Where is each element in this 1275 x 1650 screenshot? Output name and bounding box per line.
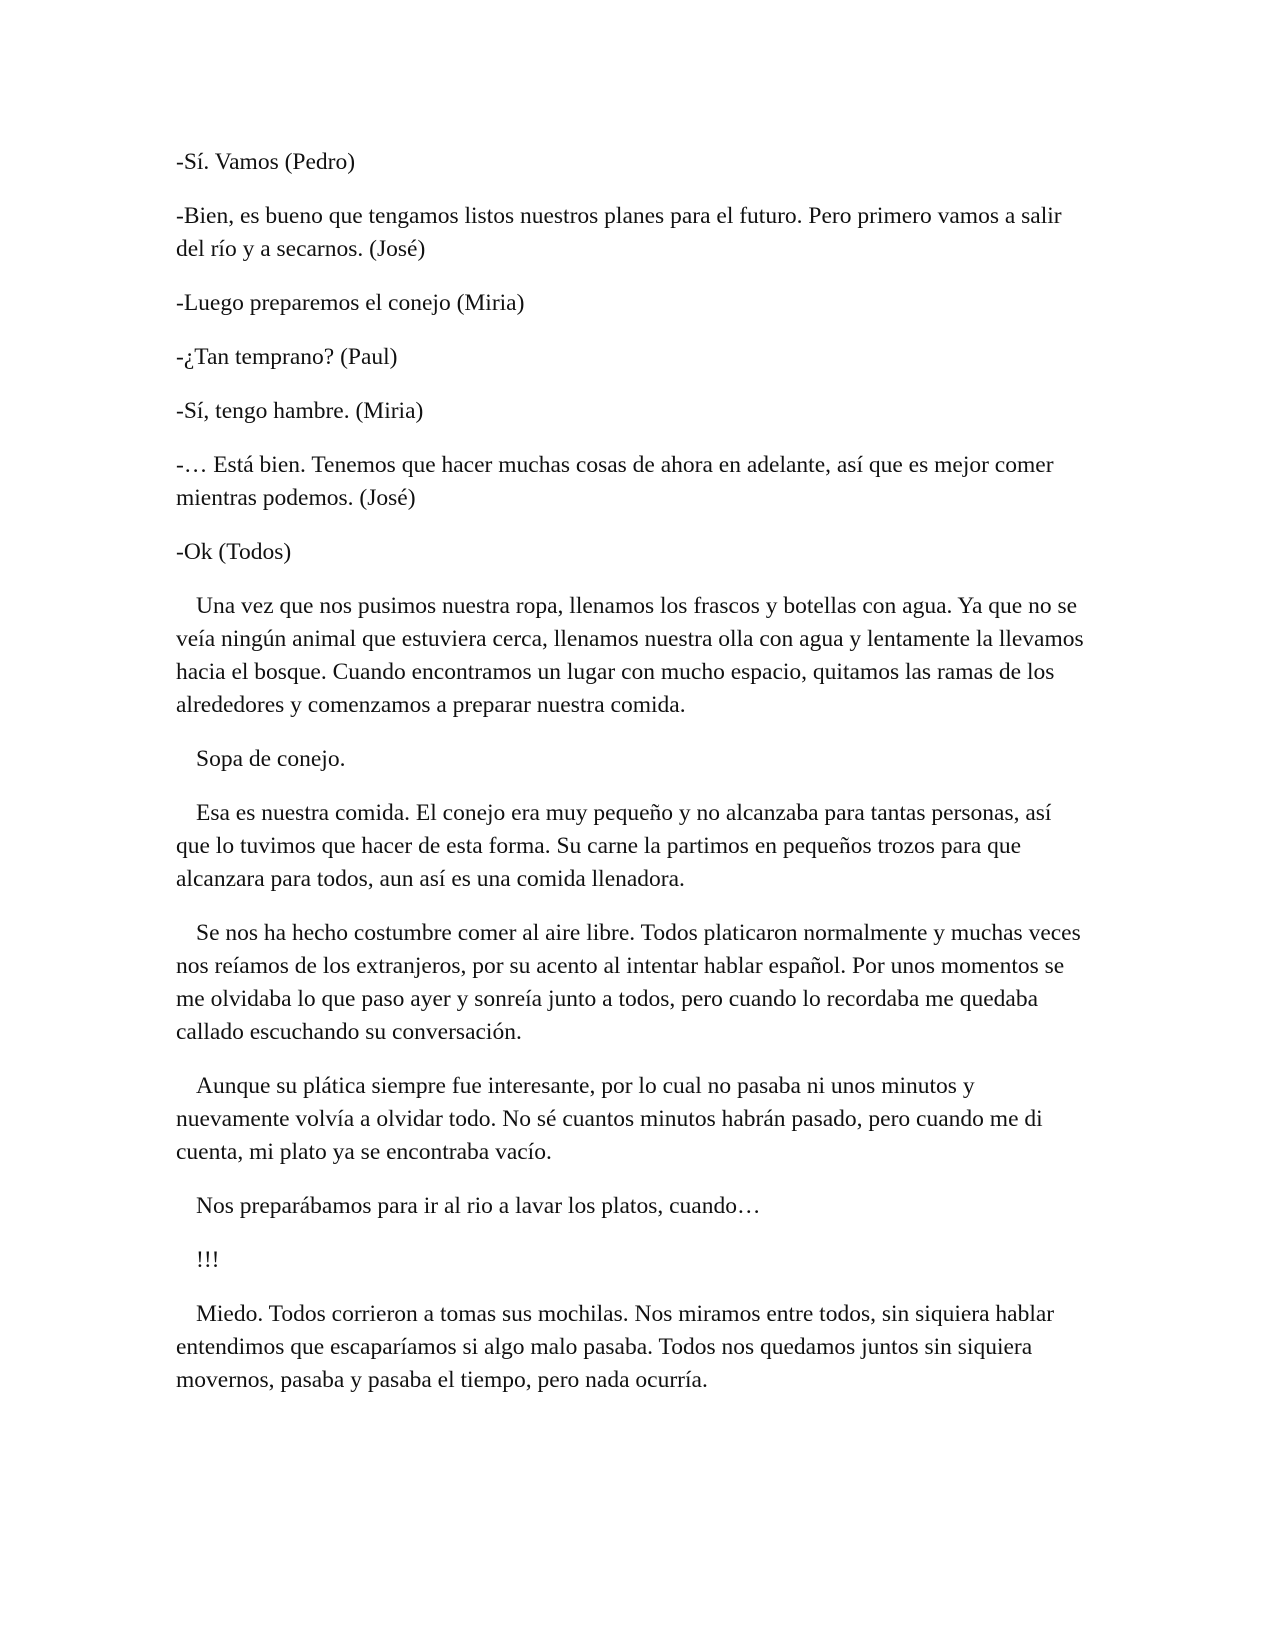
dialogue-line: -¿Tan temprano? (Paul): [176, 344, 398, 370]
dialogue-line: -Bien, es bueno que tengamos listos nuestros planes para el futuro. Pero primero vamos a salir del río y a secarnos. (José): [176, 203, 1062, 262]
narrative-paragraph: Una vez que nos pusimos nuestra ropa, llenamos los frascos y botellas con agua. Ya que no se veía ningún animal que estuviera cerca, llenamos nuestra olla con agua y lentamente la llevamos hacia el bosque. Cuando encontramos un lugar con mucho espacio, quitamos las ramas de los alrededores y comenzamos a preparar nuestra comida.: [176, 593, 1084, 718]
dialogue-line: -Sí, tengo hambre. (Miria): [176, 398, 424, 424]
narrative-paragraph: Miedo. Todos corrieron a tomas sus mochilas. Nos miramos entre todos, sin siquiera hablar entendimos que escaparíamos si algo malo pasaba. Todos nos quedamos juntos sin siquiera movernos, pasaba y pasaba el tiempo, pero nada ocurría.: [176, 1301, 1055, 1393]
body-text: [176, 146, 1086, 1418]
narrative-paragraph: !!!: [196, 1247, 220, 1273]
dialogue-line: -… Está bien. Tenemos que hacer muchas cosas de ahora en adelante, así que es mejor comer mientras podemos. (José): [176, 452, 1054, 511]
dialogue-line: -Sí. Vamos (Pedro): [176, 149, 356, 175]
dialogue-line: -Luego preparemos el conejo (Miria): [176, 290, 525, 316]
narrative-paragraph: Esa es nuestra comida. El conejo era muy pequeño y no alcanzaba para tantas personas, así que lo tuvimos que hacer de esta forma. Su carne la partimos en pequeños trozos para que alcanzara para todos, aun así es una comida llenadora.: [176, 800, 1052, 892]
narrative-paragraph: Aunque su plática siempre fue interesante, por lo cual no pasaba ni unos minutos y nuevamente volvía a olvidar todo. No sé cuantos minutos habrán pasado, pero cuando me di cuenta, mi plato ya se encontraba vacío.: [176, 1073, 1043, 1165]
narrative-paragraph: Nos preparábamos para ir al rio a lavar los platos, cuando…: [196, 1193, 761, 1219]
narrative-paragraph: Se nos ha hecho costumbre comer al aire libre. Todos platicaron normalmente y muchas veces nos reíamos de los extranjeros, por su acento al intentar hablar español. Por unos momentos se me olvidaba lo que paso ayer y sonreía junto a todos, pero cuando lo recordaba me quedaba callado escuchando su conversación.: [176, 920, 1081, 1045]
dialogue-line: -Ok (Todos): [176, 539, 292, 565]
narrative-paragraph: Sopa de conejo.: [196, 746, 346, 772]
